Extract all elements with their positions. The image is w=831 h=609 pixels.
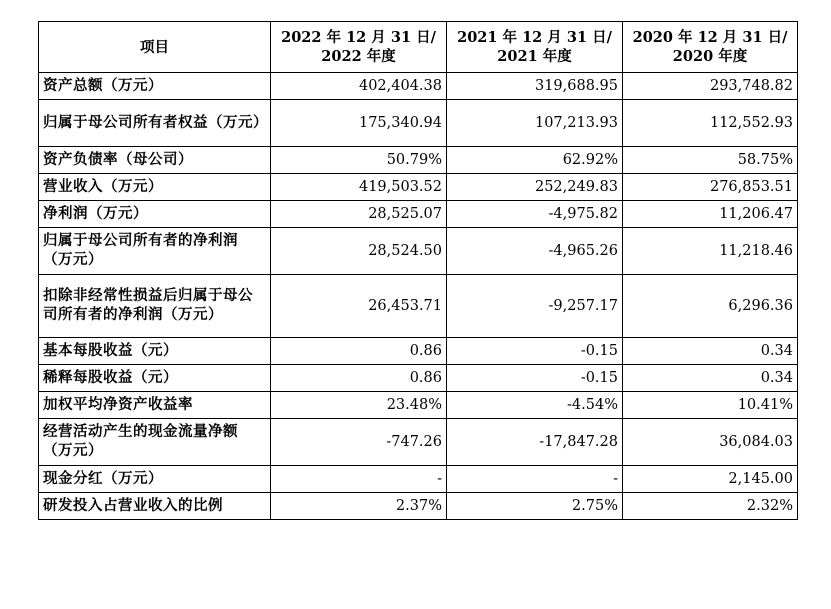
cell-2020: 36,084.03 [623, 419, 798, 466]
cell-2021: -9,257.17 [447, 275, 623, 338]
cell-2021: 2.75% [447, 493, 623, 520]
table-row [39, 228, 798, 275]
cell-2021: -4,975.82 [447, 201, 623, 228]
table-row [39, 392, 798, 419]
cell-2022: 402,404.38 [271, 73, 447, 100]
cell-2021: -4.54% [447, 392, 623, 419]
row-label: 研发投入占营业收入的比例 [39, 493, 271, 520]
cell-2020: 112,552.93 [623, 100, 798, 147]
cell-2022: - [271, 466, 447, 493]
cell-2022: 28,525.07 [271, 201, 447, 228]
row-label: 营业收入（万元） [39, 174, 271, 201]
row-label: 归属于母公司所有者的净利润（万元） [39, 228, 271, 275]
table-row [39, 174, 798, 201]
header-2020: 2020 年 12 月 31 日/ 2020 年度 [623, 22, 798, 73]
cell-2022: 26,453.71 [271, 275, 447, 338]
cell-2022: 0.86 [271, 338, 447, 365]
row-label: 扣除非经常性损益后归属于母公司所有者的净利润（万元） [39, 275, 271, 338]
table-row [39, 419, 798, 466]
cell-2020: 58.75% [623, 147, 798, 174]
table-row [39, 100, 798, 147]
cell-2021: 319,688.95 [447, 73, 623, 100]
cell-2020: 293,748.82 [623, 73, 798, 100]
row-label: 基本每股收益（元） [39, 338, 271, 365]
cell-2020: 276,853.51 [623, 174, 798, 201]
row-label: 资产总额（万元） [39, 73, 271, 100]
cell-2021: -17,847.28 [447, 419, 623, 466]
table-row [39, 201, 798, 228]
table-row [39, 338, 798, 365]
cell-2021: 252,249.83 [447, 174, 623, 201]
row-label: 经营活动产生的现金流量净额（万元） [39, 419, 271, 466]
table-row [39, 493, 798, 520]
cell-2020: 11,206.47 [623, 201, 798, 228]
financial-table-container [38, 21, 798, 520]
row-label: 稀释每股收益（元） [39, 365, 271, 392]
header-2021: 2021 年 12 月 31 日/ 2021 年度 [447, 22, 623, 73]
financial-summary-table [38, 21, 798, 520]
cell-2022: 28,524.50 [271, 228, 447, 275]
header-item: 项目 [39, 22, 271, 73]
table-row [39, 275, 798, 338]
cell-2022: 50.79% [271, 147, 447, 174]
row-label: 现金分红（万元） [39, 466, 271, 493]
cell-2022: 175,340.94 [271, 100, 447, 147]
table-row [39, 147, 798, 174]
cell-2020: 11,218.46 [623, 228, 798, 275]
cell-2021: -0.15 [447, 365, 623, 392]
row-label: 归属于母公司所有者权益（万元） [39, 100, 271, 147]
table-row [39, 73, 798, 100]
row-label: 加权平均净资产收益率 [39, 392, 271, 419]
header-row [39, 22, 798, 73]
cell-2021: - [447, 466, 623, 493]
row-label: 资产负债率（母公司） [39, 147, 271, 174]
cell-2020: 10.41% [623, 392, 798, 419]
cell-2022: -747.26 [271, 419, 447, 466]
cell-2020: 2,145.00 [623, 466, 798, 493]
cell-2022: 419,503.52 [271, 174, 447, 201]
cell-2020: 0.34 [623, 338, 798, 365]
cell-2020: 6,296.36 [623, 275, 798, 338]
cell-2022: 0.86 [271, 365, 447, 392]
cell-2022: 2.37% [271, 493, 447, 520]
cell-2021: 62.92% [447, 147, 623, 174]
cell-2022: 23.48% [271, 392, 447, 419]
cell-2020: 2.32% [623, 493, 798, 520]
table-row [39, 365, 798, 392]
cell-2021: 107,213.93 [447, 100, 623, 147]
row-label: 净利润（万元） [39, 201, 271, 228]
table-row [39, 466, 798, 493]
cell-2021: -0.15 [447, 338, 623, 365]
cell-2020: 0.34 [623, 365, 798, 392]
header-2022: 2022 年 12 月 31 日/ 2022 年度 [271, 22, 447, 73]
cell-2021: -4,965.26 [447, 228, 623, 275]
